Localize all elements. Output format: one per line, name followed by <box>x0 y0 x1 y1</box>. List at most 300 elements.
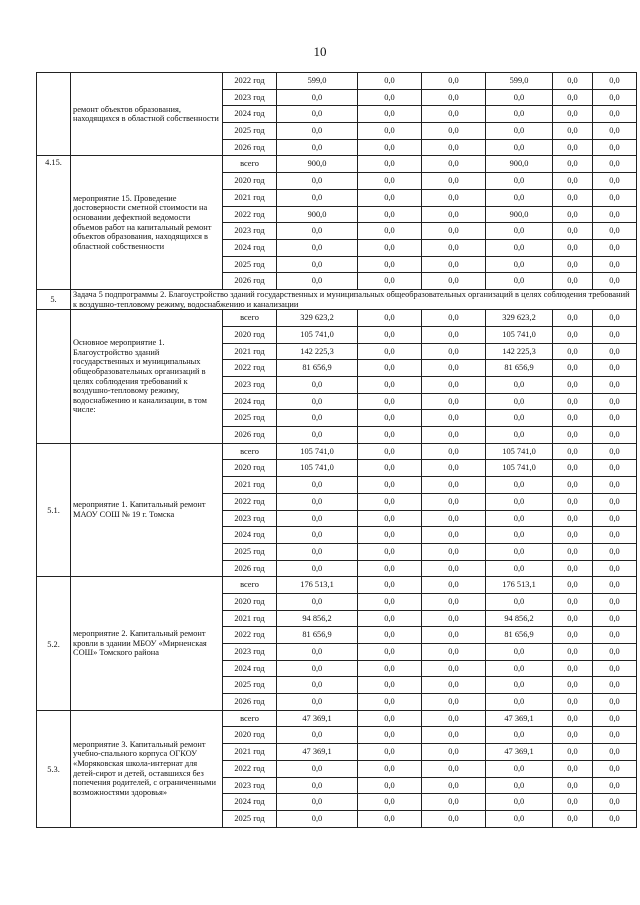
cell-total: 0,0 <box>277 377 358 394</box>
cell-local: 81 656,9 <box>486 360 553 377</box>
cell-local: 0,0 <box>486 777 553 794</box>
cell-federal: 0,0 <box>358 694 422 711</box>
cell-extra2: 0,0 <box>593 644 637 661</box>
cell-federal: 0,0 <box>358 206 422 223</box>
cell-local: 0,0 <box>486 644 553 661</box>
cell-federal: 0,0 <box>358 343 422 360</box>
cell-local: 105 741,0 <box>486 443 553 460</box>
cell-extra2: 0,0 <box>593 710 637 727</box>
period-label: 2021 год <box>223 744 277 761</box>
cell-regional: 0,0 <box>422 223 486 240</box>
cell-regional: 0,0 <box>422 189 486 206</box>
period-label: 2025 год <box>223 123 277 140</box>
cell-extra1: 0,0 <box>553 310 593 327</box>
table-row <box>37 310 637 327</box>
cell-extra2: 0,0 <box>593 256 637 273</box>
cell-federal: 0,0 <box>358 610 422 627</box>
cell-local: 0,0 <box>486 593 553 610</box>
cell-extra1: 0,0 <box>553 443 593 460</box>
row-number: 5.1. <box>37 443 71 577</box>
activity-description: ремонт объектов образования, находящихся в областной собственности <box>71 73 223 156</box>
cell-local: 0,0 <box>486 794 553 811</box>
period-label: 2020 год <box>223 460 277 477</box>
cell-total: 105 741,0 <box>277 443 358 460</box>
cell-local: 599,0 <box>486 73 553 90</box>
cell-federal: 0,0 <box>358 73 422 90</box>
cell-federal: 0,0 <box>358 427 422 444</box>
period-label: 2026 год <box>223 139 277 156</box>
cell-regional: 0,0 <box>422 206 486 223</box>
cell-regional: 0,0 <box>422 73 486 90</box>
cell-local: 0,0 <box>486 89 553 106</box>
period-label: всего <box>223 577 277 594</box>
period-label: 2021 год <box>223 343 277 360</box>
cell-regional: 0,0 <box>422 610 486 627</box>
cell-federal: 0,0 <box>358 677 422 694</box>
cell-local: 105 741,0 <box>486 460 553 477</box>
cell-extra1: 0,0 <box>553 460 593 477</box>
cell-extra1: 0,0 <box>553 89 593 106</box>
cell-federal: 0,0 <box>358 660 422 677</box>
period-label: 2026 год <box>223 273 277 290</box>
cell-total: 176 513,1 <box>277 577 358 594</box>
period-label: 2022 год <box>223 493 277 510</box>
cell-extra2: 0,0 <box>593 173 637 190</box>
cell-extra2: 0,0 <box>593 627 637 644</box>
cell-federal: 0,0 <box>358 189 422 206</box>
cell-extra1: 0,0 <box>553 527 593 544</box>
period-label: 2021 год <box>223 610 277 627</box>
cell-total: 94 856,2 <box>277 610 358 627</box>
cell-federal: 0,0 <box>358 393 422 410</box>
cell-extra1: 0,0 <box>553 427 593 444</box>
cell-total: 47 369,1 <box>277 744 358 761</box>
cell-federal: 0,0 <box>358 123 422 140</box>
cell-total: 0,0 <box>277 223 358 240</box>
cell-local: 329 623,2 <box>486 310 553 327</box>
cell-extra1: 0,0 <box>553 123 593 140</box>
cell-extra1: 0,0 <box>553 139 593 156</box>
cell-extra2: 0,0 <box>593 610 637 627</box>
cell-extra1: 0,0 <box>553 760 593 777</box>
cell-local: 0,0 <box>486 377 553 394</box>
cell-total: 0,0 <box>277 694 358 711</box>
cell-extra2: 0,0 <box>593 326 637 343</box>
cell-extra2: 0,0 <box>593 189 637 206</box>
cell-federal: 0,0 <box>358 256 422 273</box>
cell-extra2: 0,0 <box>593 794 637 811</box>
cell-local: 0,0 <box>486 727 553 744</box>
cell-local: 0,0 <box>486 223 553 240</box>
cell-extra2: 0,0 <box>593 106 637 123</box>
cell-regional: 0,0 <box>422 777 486 794</box>
cell-total: 0,0 <box>277 810 358 827</box>
period-label: всего <box>223 156 277 173</box>
cell-local: 0,0 <box>486 694 553 711</box>
cell-regional: 0,0 <box>422 393 486 410</box>
cell-extra2: 0,0 <box>593 760 637 777</box>
cell-extra2: 0,0 <box>593 810 637 827</box>
period-label: 2020 год <box>223 727 277 744</box>
cell-extra1: 0,0 <box>553 173 593 190</box>
cell-federal: 0,0 <box>358 644 422 661</box>
cell-regional: 0,0 <box>422 577 486 594</box>
cell-extra1: 0,0 <box>553 794 593 811</box>
cell-extra1: 0,0 <box>553 410 593 427</box>
cell-local: 0,0 <box>486 173 553 190</box>
cell-local: 0,0 <box>486 493 553 510</box>
cell-local: 900,0 <box>486 156 553 173</box>
cell-regional: 0,0 <box>422 460 486 477</box>
cell-extra1: 0,0 <box>553 206 593 223</box>
cell-total: 47 369,1 <box>277 710 358 727</box>
row-number: 5.2. <box>37 577 71 711</box>
cell-extra1: 0,0 <box>553 694 593 711</box>
cell-extra1: 0,0 <box>553 360 593 377</box>
period-label: 2024 год <box>223 527 277 544</box>
cell-extra2: 0,0 <box>593 527 637 544</box>
cell-federal: 0,0 <box>358 810 422 827</box>
cell-extra2: 0,0 <box>593 343 637 360</box>
cell-regional: 0,0 <box>422 694 486 711</box>
period-label: 2023 год <box>223 223 277 240</box>
cell-extra2: 0,0 <box>593 427 637 444</box>
cell-federal: 0,0 <box>358 443 422 460</box>
period-label: 2026 год <box>223 560 277 577</box>
cell-total: 0,0 <box>277 560 358 577</box>
period-label: 2026 год <box>223 427 277 444</box>
cell-extra1: 0,0 <box>553 810 593 827</box>
cell-extra2: 0,0 <box>593 660 637 677</box>
cell-extra1: 0,0 <box>553 777 593 794</box>
cell-extra2: 0,0 <box>593 156 637 173</box>
cell-total: 0,0 <box>277 139 358 156</box>
period-label: 2025 год <box>223 677 277 694</box>
cell-extra1: 0,0 <box>553 256 593 273</box>
cell-regional: 0,0 <box>422 677 486 694</box>
cell-total: 0,0 <box>277 89 358 106</box>
cell-total: 0,0 <box>277 427 358 444</box>
cell-regional: 0,0 <box>422 760 486 777</box>
cell-federal: 0,0 <box>358 410 422 427</box>
cell-total: 900,0 <box>277 206 358 223</box>
cell-extra1: 0,0 <box>553 560 593 577</box>
cell-federal: 0,0 <box>358 543 422 560</box>
period-label: 2021 год <box>223 189 277 206</box>
cell-extra1: 0,0 <box>553 343 593 360</box>
cell-extra2: 0,0 <box>593 694 637 711</box>
cell-regional: 0,0 <box>422 89 486 106</box>
cell-regional: 0,0 <box>422 527 486 544</box>
cell-extra1: 0,0 <box>553 644 593 661</box>
period-label: 2024 год <box>223 794 277 811</box>
cell-federal: 0,0 <box>358 139 422 156</box>
period-label: 2020 год <box>223 326 277 343</box>
cell-regional: 0,0 <box>422 543 486 560</box>
period-label: 2022 год <box>223 760 277 777</box>
cell-local: 0,0 <box>486 810 553 827</box>
cell-federal: 0,0 <box>358 777 422 794</box>
period-label: 2023 год <box>223 777 277 794</box>
cell-local: 0,0 <box>486 560 553 577</box>
cell-total: 0,0 <box>277 660 358 677</box>
cell-extra2: 0,0 <box>593 89 637 106</box>
cell-extra1: 0,0 <box>553 610 593 627</box>
cell-total: 0,0 <box>277 794 358 811</box>
cell-extra1: 0,0 <box>553 543 593 560</box>
cell-federal: 0,0 <box>358 89 422 106</box>
activity-description: мероприятие 1. Капитальный ремонт МАОУ СОШ № 19 г. Томска <box>71 443 223 577</box>
cell-extra2: 0,0 <box>593 123 637 140</box>
cell-local: 0,0 <box>486 760 553 777</box>
cell-extra1: 0,0 <box>553 660 593 677</box>
task-row <box>37 289 637 309</box>
period-label: 2025 год <box>223 543 277 560</box>
period-label: всего <box>223 310 277 327</box>
cell-extra2: 0,0 <box>593 477 637 494</box>
cell-total: 0,0 <box>277 493 358 510</box>
cell-regional: 0,0 <box>422 794 486 811</box>
cell-regional: 0,0 <box>422 510 486 527</box>
cell-extra1: 0,0 <box>553 627 593 644</box>
cell-regional: 0,0 <box>422 310 486 327</box>
cell-local: 0,0 <box>486 527 553 544</box>
cell-federal: 0,0 <box>358 273 422 290</box>
period-label: 2023 год <box>223 89 277 106</box>
cell-extra2: 0,0 <box>593 410 637 427</box>
activity-description: мероприятие 15. Проведение достоверности сметной стоимости на основании дефектной ведомости объемов работ на капитальный ремонт объектов образования, находящихся в областной собственности <box>71 156 223 290</box>
cell-federal: 0,0 <box>358 560 422 577</box>
cell-local: 0,0 <box>486 106 553 123</box>
period-label: 2024 год <box>223 393 277 410</box>
row-number: 5. <box>37 289 71 309</box>
cell-local: 0,0 <box>486 256 553 273</box>
cell-local: 47 369,1 <box>486 744 553 761</box>
cell-extra2: 0,0 <box>593 239 637 256</box>
cell-regional: 0,0 <box>422 343 486 360</box>
cell-extra2: 0,0 <box>593 360 637 377</box>
cell-federal: 0,0 <box>358 360 422 377</box>
activity-description: мероприятие 3. Капитальный ремонт учебно-спального корпуса ОГКОУ «Моряковская школа-интернат для детей-сирот и детей, оставшихся без попечения родителей, с ограниченными возможностями здоровья» <box>71 710 223 827</box>
cell-federal: 0,0 <box>358 310 422 327</box>
period-label: 2020 год <box>223 173 277 190</box>
cell-federal: 0,0 <box>358 173 422 190</box>
cell-regional: 0,0 <box>422 273 486 290</box>
period-label: 2024 год <box>223 106 277 123</box>
cell-regional: 0,0 <box>422 443 486 460</box>
row-number: 4.15. <box>37 156 71 290</box>
cell-total: 0,0 <box>277 477 358 494</box>
cell-extra2: 0,0 <box>593 393 637 410</box>
cell-local: 0,0 <box>486 189 553 206</box>
cell-extra1: 0,0 <box>553 510 593 527</box>
cell-extra1: 0,0 <box>553 744 593 761</box>
cell-extra2: 0,0 <box>593 543 637 560</box>
period-label: 2023 год <box>223 510 277 527</box>
cell-regional: 0,0 <box>422 106 486 123</box>
cell-extra1: 0,0 <box>553 727 593 744</box>
cell-extra2: 0,0 <box>593 273 637 290</box>
cell-extra2: 0,0 <box>593 493 637 510</box>
cell-regional: 0,0 <box>422 727 486 744</box>
cell-regional: 0,0 <box>422 627 486 644</box>
cell-regional: 0,0 <box>422 560 486 577</box>
cell-local: 0,0 <box>486 660 553 677</box>
cell-extra1: 0,0 <box>553 677 593 694</box>
cell-local: 0,0 <box>486 510 553 527</box>
cell-regional: 0,0 <box>422 239 486 256</box>
cell-local: 0,0 <box>486 239 553 256</box>
financing-table <box>36 72 637 828</box>
cell-regional: 0,0 <box>422 377 486 394</box>
task-description: Задача 5 подпрограммы 2. Благоустройство зданий государственных и муниципальных общеобразовательных организаций в целях соблюдения требований к воздушно-тепловому режиму, водоснабжению и канализации <box>71 289 637 309</box>
cell-local: 0,0 <box>486 393 553 410</box>
cell-federal: 0,0 <box>358 326 422 343</box>
table-row <box>37 443 637 460</box>
row-number <box>37 310 71 444</box>
cell-regional: 0,0 <box>422 710 486 727</box>
period-label: 2026 год <box>223 694 277 711</box>
cell-federal: 0,0 <box>358 577 422 594</box>
cell-total: 0,0 <box>277 677 358 694</box>
cell-local: 105 741,0 <box>486 326 553 343</box>
cell-regional: 0,0 <box>422 644 486 661</box>
cell-federal: 0,0 <box>358 239 422 256</box>
cell-regional: 0,0 <box>422 410 486 427</box>
cell-federal: 0,0 <box>358 223 422 240</box>
period-label: 2022 год <box>223 360 277 377</box>
cell-local: 0,0 <box>486 427 553 444</box>
activity-description: Основное мероприятие 1. Благоустройство зданий государственных и муниципальных общеобразовательных организаций в целях соблюдения требований к воздушно-тепловому режиму, водоснабжению и канализации, в том числе: <box>71 310 223 444</box>
cell-total: 0,0 <box>277 123 358 140</box>
cell-regional: 0,0 <box>422 660 486 677</box>
cell-extra2: 0,0 <box>593 727 637 744</box>
cell-total: 0,0 <box>277 410 358 427</box>
cell-local: 47 369,1 <box>486 710 553 727</box>
cell-total: 0,0 <box>277 510 358 527</box>
period-label: 2021 год <box>223 477 277 494</box>
cell-total: 0,0 <box>277 760 358 777</box>
period-label: 2025 год <box>223 410 277 427</box>
cell-extra1: 0,0 <box>553 593 593 610</box>
cell-extra1: 0,0 <box>553 156 593 173</box>
cell-regional: 0,0 <box>422 256 486 273</box>
cell-regional: 0,0 <box>422 139 486 156</box>
cell-extra2: 0,0 <box>593 206 637 223</box>
cell-total: 81 656,9 <box>277 627 358 644</box>
cell-regional: 0,0 <box>422 173 486 190</box>
cell-total: 329 623,2 <box>277 310 358 327</box>
cell-extra1: 0,0 <box>553 239 593 256</box>
cell-local: 0,0 <box>486 477 553 494</box>
cell-local: 0,0 <box>486 410 553 427</box>
period-label: всего <box>223 443 277 460</box>
cell-extra1: 0,0 <box>553 477 593 494</box>
cell-federal: 0,0 <box>358 794 422 811</box>
cell-extra1: 0,0 <box>553 189 593 206</box>
cell-local: 0,0 <box>486 543 553 560</box>
cell-extra2: 0,0 <box>593 677 637 694</box>
cell-total: 599,0 <box>277 73 358 90</box>
cell-extra2: 0,0 <box>593 377 637 394</box>
cell-regional: 0,0 <box>422 326 486 343</box>
activity-description: мероприятие 2. Капитальный ремонт кровли в здании МБОУ «Мирненская СОШ» Томского района <box>71 577 223 711</box>
cell-extra1: 0,0 <box>553 710 593 727</box>
table-row <box>37 73 637 90</box>
cell-total: 0,0 <box>277 239 358 256</box>
cell-federal: 0,0 <box>358 493 422 510</box>
cell-regional: 0,0 <box>422 744 486 761</box>
cell-local: 142 225,3 <box>486 343 553 360</box>
cell-total: 0,0 <box>277 173 358 190</box>
cell-extra2: 0,0 <box>593 510 637 527</box>
period-label: 2023 год <box>223 644 277 661</box>
cell-regional: 0,0 <box>422 427 486 444</box>
cell-federal: 0,0 <box>358 710 422 727</box>
cell-federal: 0,0 <box>358 156 422 173</box>
cell-extra2: 0,0 <box>593 560 637 577</box>
table-row <box>37 710 637 727</box>
cell-total: 0,0 <box>277 393 358 410</box>
cell-extra1: 0,0 <box>553 73 593 90</box>
cell-extra1: 0,0 <box>553 377 593 394</box>
cell-extra2: 0,0 <box>593 310 637 327</box>
cell-total: 105 741,0 <box>277 460 358 477</box>
cell-total: 142 225,3 <box>277 343 358 360</box>
cell-federal: 0,0 <box>358 377 422 394</box>
cell-total: 900,0 <box>277 156 358 173</box>
cell-local: 0,0 <box>486 139 553 156</box>
cell-extra2: 0,0 <box>593 460 637 477</box>
page-number: 10 <box>313 44 327 59</box>
cell-extra2: 0,0 <box>593 744 637 761</box>
cell-federal: 0,0 <box>358 744 422 761</box>
cell-regional: 0,0 <box>422 477 486 494</box>
cell-federal: 0,0 <box>358 106 422 123</box>
cell-extra1: 0,0 <box>553 493 593 510</box>
table-row <box>37 156 637 173</box>
cell-extra2: 0,0 <box>593 139 637 156</box>
cell-total: 0,0 <box>277 189 358 206</box>
cell-regional: 0,0 <box>422 123 486 140</box>
cell-federal: 0,0 <box>358 460 422 477</box>
cell-total: 0,0 <box>277 644 358 661</box>
period-label: 2025 год <box>223 256 277 273</box>
cell-extra1: 0,0 <box>553 223 593 240</box>
cell-total: 0,0 <box>277 727 358 744</box>
cell-total: 0,0 <box>277 527 358 544</box>
cell-extra1: 0,0 <box>553 393 593 410</box>
cell-regional: 0,0 <box>422 593 486 610</box>
cell-local: 94 856,2 <box>486 610 553 627</box>
period-label: 2022 год <box>223 206 277 223</box>
cell-local: 0,0 <box>486 273 553 290</box>
row-number <box>37 73 71 156</box>
period-label: 2020 год <box>223 593 277 610</box>
cell-federal: 0,0 <box>358 527 422 544</box>
table-row <box>37 577 637 594</box>
cell-federal: 0,0 <box>358 627 422 644</box>
cell-local: 176 513,1 <box>486 577 553 594</box>
cell-regional: 0,0 <box>422 810 486 827</box>
period-label: всего <box>223 710 277 727</box>
cell-total: 0,0 <box>277 273 358 290</box>
cell-extra2: 0,0 <box>593 577 637 594</box>
period-label: 2022 год <box>223 627 277 644</box>
cell-total: 0,0 <box>277 106 358 123</box>
cell-regional: 0,0 <box>422 360 486 377</box>
cell-extra2: 0,0 <box>593 777 637 794</box>
